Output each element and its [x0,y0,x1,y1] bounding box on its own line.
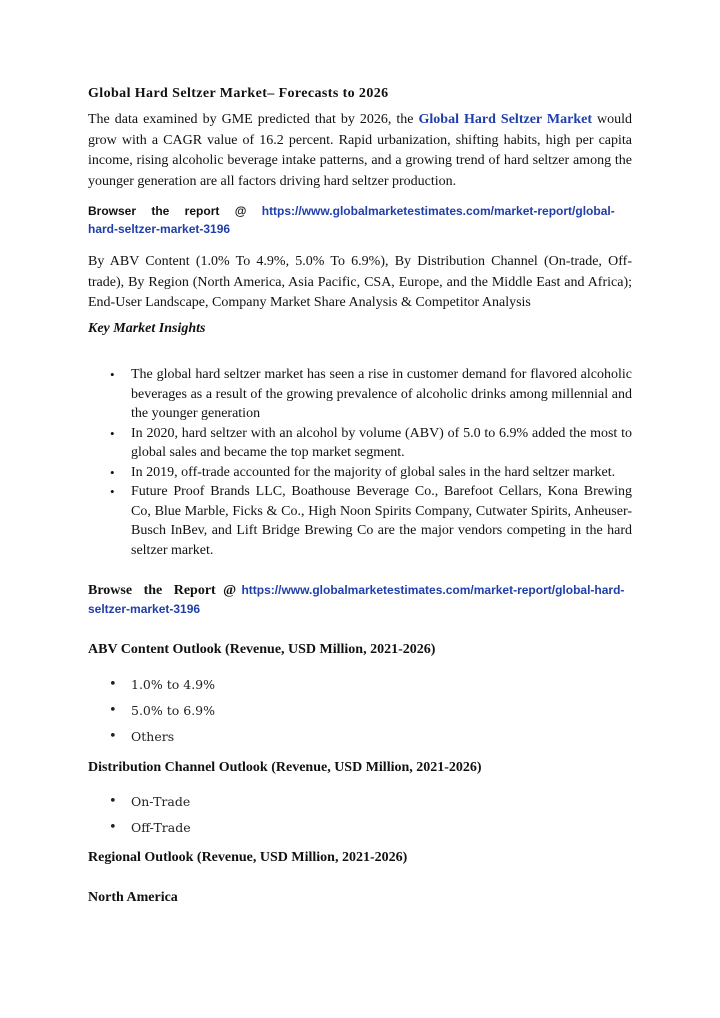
bullet-icon: • [110,425,115,441]
list-item [88,793,632,819]
abv-outlook-heading: ABV Content Outlook (Revenue, USD Million, 2021-2026) [88,642,436,657]
segmentation-paragraph: By ABV Content (1.0% To 4.9%, 5.0% To 6.9%), By Distribution Channel (On-trade, Off-trade), By Region (North America, Asia Pacific, CSA, Europe, and the Middle East and Africa); End-User Landscape, Company Market Share Analysis & Competitor Analysis [88,254,632,310]
intro-text-end: would grow with a CAGR value of 16.2 percent. Rapid urbanization, shifting habits, high per capita income, rising alcoholic beverage intake patterns, and a growing trend of hard seltzer among the younger generation are all factors driving hard seltzer production. [88,112,633,189]
segment-label: On-Trade [131,794,191,809]
bullet-icon: • [109,703,117,718]
report-link-1[interactable]: https://www.globalmarketestimates.com/market-report/global-hard-seltzer-market-3196 [88,204,615,236]
segment-label: Off-Trade [131,820,191,835]
list-item [88,702,632,728]
bullet-icon: • [109,794,117,809]
distribution-segment-list [88,793,632,845]
insight-text: The global hard seltzer market has seen a rise in customer demand for flavored alcoholic beverages as a result of the growing prevalence of alcoholic drinks among millennial and the younger generation [131,367,632,421]
distribution-outlook-heading: Distribution Channel Outlook (Revenue, USD Million, 2021-2026) [88,760,482,775]
market-name-highlight: Global Hard Seltzer Market [418,112,592,127]
abv-segment-list [88,676,632,754]
region-north-america: North America [88,890,178,905]
browse-label-2: Browse the Report [88,583,216,598]
browse-report-line-1 [88,202,632,238]
at-symbol: @ [223,583,237,598]
insights-list [88,365,632,560]
list-item [88,819,632,845]
bullet-icon: • [109,820,117,835]
bullet-icon: • [110,464,115,480]
segment-label: 5.0% to 6.9% [131,703,216,718]
intro-paragraph [88,110,632,192]
insight-item [88,463,632,483]
list-item [88,728,632,754]
intro-text-start: The data examined by GME predicted that by 2026, the [88,112,419,127]
insight-item [88,424,632,463]
document-title: Global Hard Seltzer Market– Forecasts to 2026 [88,86,389,101]
bullet-icon: • [109,729,117,744]
regional-outlook-heading: Regional Outlook (Revenue, USD Million, 2021-2026) [88,850,408,865]
browse-label-1: Browser the report @ [88,204,247,218]
key-insights-heading: Key Market Insights [88,321,206,336]
report-link-2[interactable]: https://www.globalmarketestimates.com/market-report/global-hard-seltzer-market-3196 [88,583,625,616]
insight-item [88,365,632,424]
insight-item [88,482,632,560]
segment-label: 1.0% to 4.9% [131,677,216,692]
browse-report-line-2 [88,581,632,618]
segment-label: Others [131,729,175,744]
insight-text: In 2019, off-trade accounted for the majority of global sales in the hard seltzer market. [131,464,616,480]
list-item [88,676,632,702]
bullet-icon: • [109,677,117,692]
bullet-icon: • [110,484,115,499]
insight-text: In 2020, hard seltzer with an alcohol by volume (ABV) of 5.0 to 6.9% added the most to global sales and became the top market segment. [131,425,632,460]
bullet-icon: • [110,367,115,382]
insight-text: Future Proof Brands LLC, Boathouse Beverage Co., Barefoot Cellars, Kona Brewing Co, Blue Marble, Ficks & Co., High Noon Spirits Company, Cutwater Spirits, Anheuser-Busch InBev, and Lift Bridge Brewing Co are the major vendors competing in the hard seltzer market. [131,484,632,558]
